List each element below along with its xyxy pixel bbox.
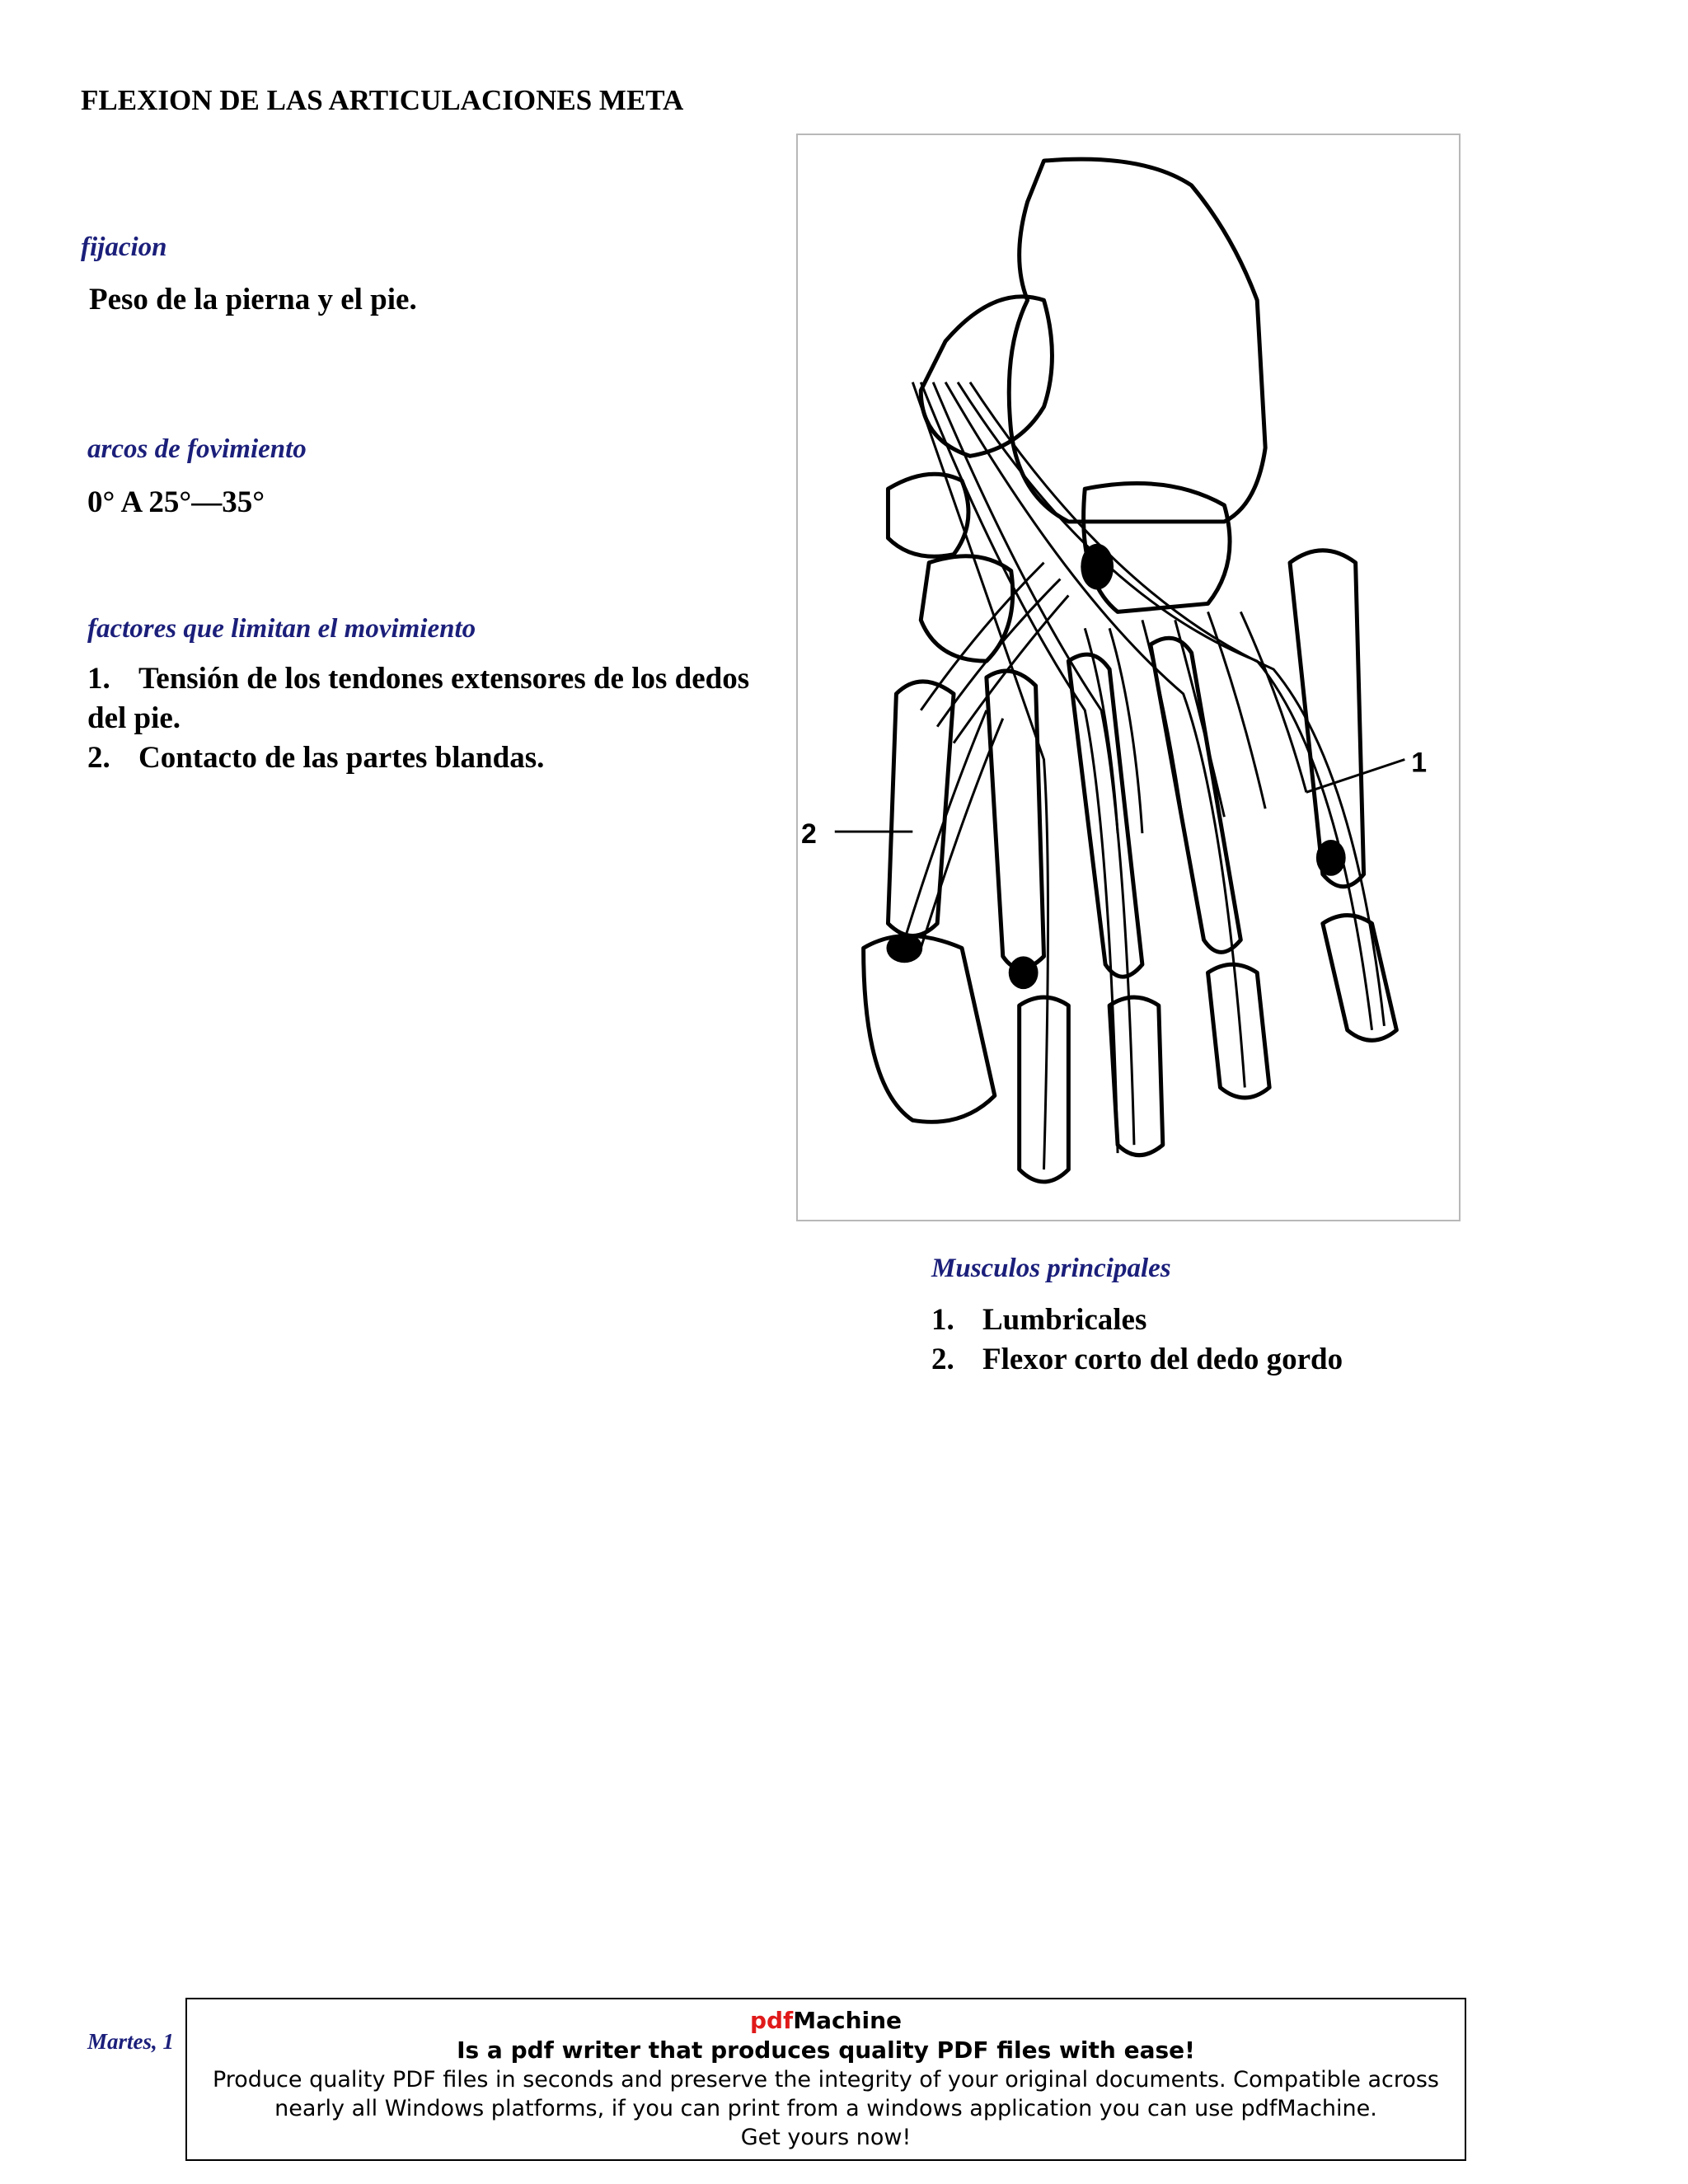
metatarsal-bone: [987, 671, 1044, 968]
factores-list: [87, 659, 763, 778]
callout-line-1: [1306, 760, 1404, 793]
arcos-text: 0° A 25°—35°: [87, 485, 265, 519]
calcaneus-bone: [1009, 159, 1265, 522]
lumbrical-tendon: [958, 382, 1372, 1030]
metatarsal-bone: [888, 682, 954, 935]
arcos-label: arcos de fovimiento: [87, 434, 307, 464]
joint-marker: [1316, 840, 1346, 876]
list-item-text: Contacto de las partes blandas.: [138, 741, 545, 775]
musculos-label: Musculos principales: [931, 1254, 1171, 1283]
brand-pdf: pdf: [749, 2007, 794, 2034]
list-item-number: 2.: [87, 741, 110, 775]
musculos-list: [931, 1301, 1343, 1380]
list-item-text: Lumbricales: [982, 1303, 1147, 1337]
figure-label-1: 1: [1411, 747, 1428, 779]
list-item-number: 1.: [87, 662, 110, 696]
figure-label-2: 2: [800, 818, 817, 850]
banner-cta-link[interactable]: Get yours now!: [740, 2125, 912, 2150]
list-item: [931, 1301, 1343, 1340]
banner-description: Produce quality PDF files in seconds and preserve the integrity of your original documents. Compatible across nearly all Windows platforms, if you can print from a windows application you can use pdfMachine.: [212, 2067, 1440, 2121]
list-item-text: Tensión de los tendones extensores de los dedos del pie.: [87, 662, 750, 735]
foot-anatomy-figure: [796, 134, 1461, 1221]
banner-tagline: Is a pdf writer that produces quality PDF files with ease!: [457, 2036, 1195, 2064]
page-title: FLEXION DE LAS ARTICULACIONES META: [81, 84, 684, 116]
list-item-number: 1.: [931, 1303, 954, 1337]
joint-marker: [1081, 544, 1114, 590]
toe-phalanx: [864, 935, 995, 1122]
factores-label: factores que limitan el movimiento: [87, 614, 476, 644]
lumbrical-tendon: [933, 382, 1134, 1145]
list-item: [87, 738, 763, 778]
pdfmachine-banner[interactable]: [185, 1998, 1466, 2161]
joint-marker: [1009, 956, 1039, 989]
toe-phalanx: [1323, 916, 1397, 1041]
fijacion-text: Peso de la pierna y el pie.: [89, 283, 417, 316]
navicular-bone: [888, 474, 968, 556]
fijacion-label: fijacion: [81, 232, 167, 262]
list-item: [87, 659, 763, 738]
list-item-number: 2.: [931, 1343, 954, 1376]
metatarsal-bone: [1290, 551, 1364, 887]
list-item: [931, 1340, 1343, 1380]
brand-machine: Machine: [793, 2007, 903, 2034]
list-item-text: Flexor corto del dedo gordo: [982, 1343, 1343, 1376]
banner-brand: [187, 2006, 1465, 2036]
footer-date: Martes, 1: [87, 2029, 175, 2054]
foot-illustration: [798, 135, 1459, 1220]
joint-marker: [886, 933, 922, 963]
lumbrical-muscle: [1085, 612, 1306, 833]
toe-phalanx: [1208, 964, 1270, 1098]
